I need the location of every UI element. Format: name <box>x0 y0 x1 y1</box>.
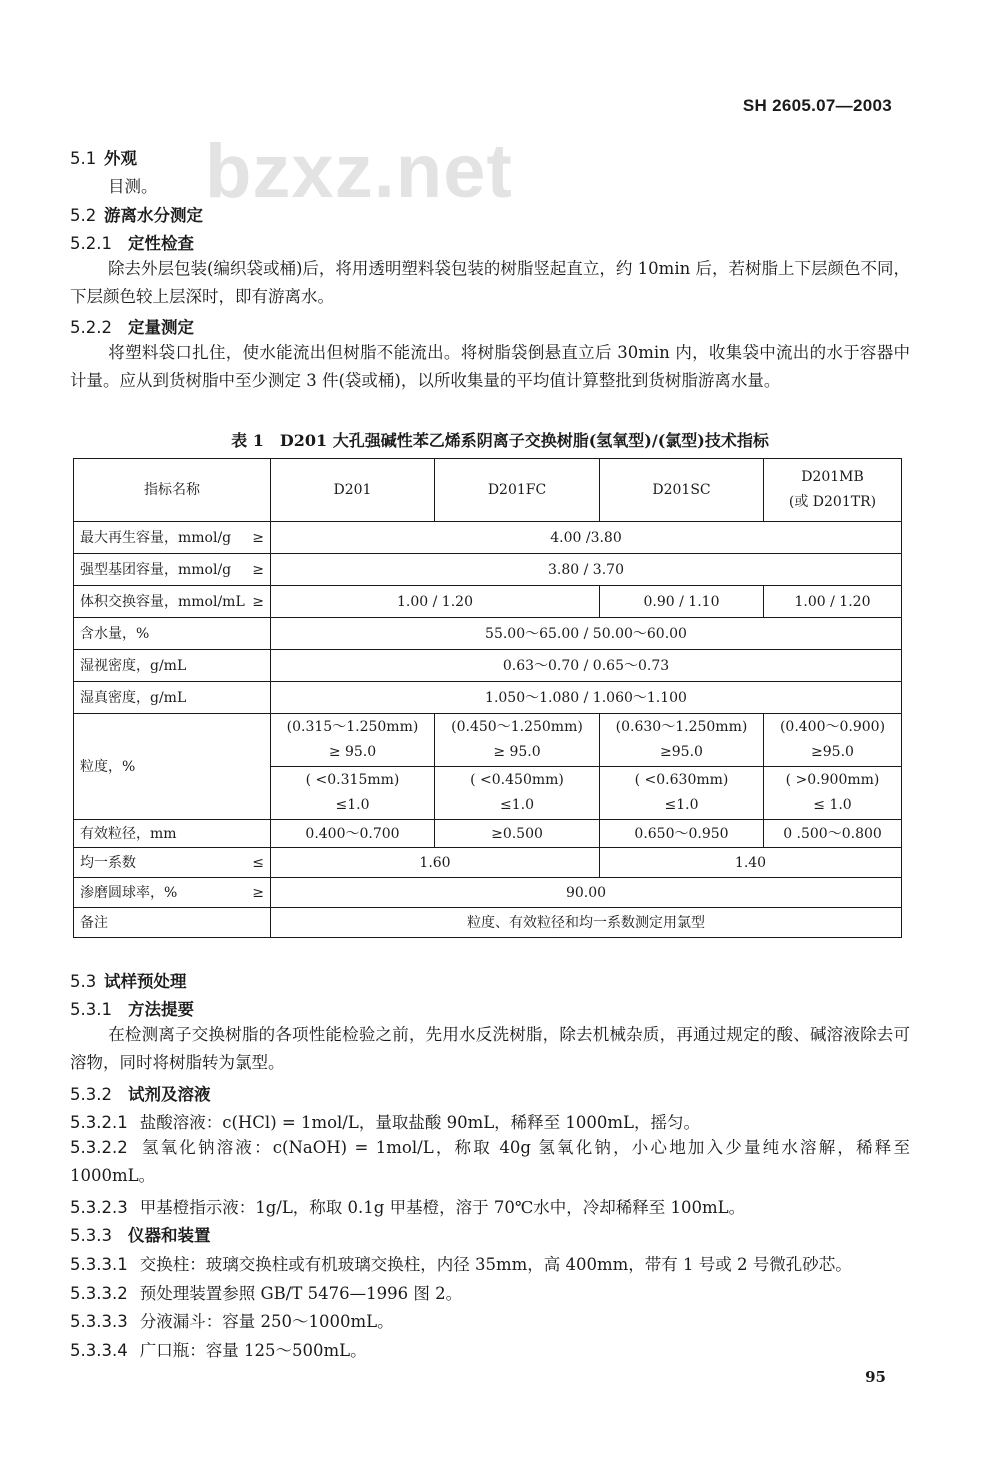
table-cell: 90.00 <box>271 878 902 908</box>
table-cell: ( <0.450mm) ≤1.0 <box>435 767 600 820</box>
table-cell: 4.00 /3.80 <box>271 522 902 554</box>
table-cell: 1.60 <box>271 848 600 878</box>
heading-5-1: 5.1 外观 <box>70 149 137 168</box>
paragraph-5-3-1: 在检测离子交换树脂的各项性能检验之前，先用水反洗树脂，除去机械杂质，再通过规定的酸、碱溶液除去可溶物，同时将树脂转为氯型。 <box>70 1025 910 1072</box>
heading-5-2-1: 5.2.1 定性检查 <box>70 234 194 253</box>
page-number: 95 <box>865 1368 886 1386</box>
table-row <box>74 820 902 848</box>
table-cell: ( <0.315mm) ≤1.0 <box>271 767 435 820</box>
heading-5-2-2: 5.2.2 定量测定 <box>70 318 194 337</box>
table-cell: 0.400～0.700 <box>271 820 435 848</box>
table-cell: 0.650～0.950 <box>600 820 764 848</box>
table-cell: 1.00 / 1.20 <box>764 586 902 618</box>
heading-5-3: 5.3 试样预处理 <box>70 972 187 991</box>
row-label: 最大再生容量，mmol/g ≥ <box>74 522 271 554</box>
table-cell: 0.63～0.70 / 0.65～0.73 <box>271 650 902 682</box>
table-title: 表 1 D201 大孔强碱性苯乙烯系阴离子交换树脂(氢氧型)/(氯型)技术指标 <box>231 431 769 450</box>
heading-5-3-1: 5.3.1 方法提要 <box>70 1000 194 1019</box>
row-label: 湿真密度，g/mL <box>74 682 271 714</box>
table-cell: ≥0.500 <box>435 820 600 848</box>
table-cell: 1.40 <box>600 848 902 878</box>
spec-table <box>73 458 902 938</box>
heading-5-3-2: 5.3.2 试剂及溶液 <box>70 1085 211 1104</box>
table-cell: (0.400～0.900) ≥95.0 <box>764 714 902 767</box>
row-label: 备注 <box>74 908 271 938</box>
table-row <box>74 650 902 682</box>
header-cell: D201MB (或 D201TR) <box>764 459 902 522</box>
row-label: 有效粒径，mm <box>74 820 271 848</box>
header-cell: D201FC <box>435 459 600 522</box>
table-cell: (0.450～1.250mm) ≥ 95.0 <box>435 714 600 767</box>
table-row <box>74 586 902 618</box>
table-row <box>74 908 902 938</box>
item-5-3-3-4: 5.3.3.4 广口瓶：容量 125～500mL。 <box>70 1341 367 1360</box>
item-5-3-2-2: 5.3.2.2 氢氧化钠溶液：c(NaOH) = 1mol/L，称取 40g 氢氧化钠，小心地加入少量纯水溶解，稀释至 1000mL。 <box>70 1138 910 1185</box>
table-cell: 3.80 / 3.70 <box>271 554 902 586</box>
table-cell: (0.315～1.250mm) ≥ 95.0 <box>271 714 435 767</box>
table-cell: 0.90 / 1.10 <box>600 586 764 618</box>
item-5-3-3-1: 5.3.3.1 交换柱：玻璃交换柱或有机玻璃交换柱，内径 35mm，高 400mm，带有 1 号或 2 号微孔砂芯。 <box>70 1255 852 1274</box>
table-cell: ( >0.900mm) ≤ 1.0 <box>764 767 902 820</box>
table-row <box>74 618 902 650</box>
item-5-3-3-2: 5.3.3.2 预处理装置参照 GB/T 5476—1996 图 2。 <box>70 1284 463 1303</box>
table-row <box>74 714 902 767</box>
table-row <box>74 848 902 878</box>
table-cell: 0 .500～0.800 <box>764 820 902 848</box>
row-label: 含水量，% <box>74 618 271 650</box>
table-cell: 粒度、有效粒径和均一系数测定用氯型 <box>271 908 902 938</box>
header-cell: D201 <box>271 459 435 522</box>
row-label: 强型基团容量，mmol/g ≥ <box>74 554 271 586</box>
table-row <box>74 682 902 714</box>
paragraph-5-2-1: 除去外层包装(编织袋或桶)后，将用透明塑料袋包装的树脂竖起直立，约 10min 后，若树脂上下层颜色不同，下层颜色较上层深时，即有游离水。 <box>70 259 910 306</box>
table-cell: 55.00～65.00 / 50.00～60.00 <box>271 618 902 650</box>
text-5-1: 目测。 <box>108 177 158 196</box>
paragraph-5-2-2: 将塑料袋口扎住，使水能流出但树脂不能流出。将树脂袋倒悬直立后 30min 内，收集袋中流出的水于容器中计量。应从到货树脂中至少测定 3 件(袋或桶)，以所收集量的平均值计算整批到货树脂游离水量。 <box>70 343 910 390</box>
row-label: 粒度，% <box>74 714 271 820</box>
header-cell: D201SC <box>600 459 764 522</box>
watermark: bzxz.net <box>205 129 513 214</box>
table-cell: 1.050～1.080 / 1.060～1.100 <box>271 682 902 714</box>
header-cell: 指标名称 <box>74 459 271 522</box>
table-row <box>74 554 902 586</box>
item-5-3-3-3: 5.3.3.3 分液漏斗：容量 250～1000mL。 <box>70 1312 394 1331</box>
table-cell: (0.630～1.250mm) ≥95.0 <box>600 714 764 767</box>
table-cell: 1.00 / 1.20 <box>271 586 600 618</box>
table-cell: ( <0.630mm) ≤1.0 <box>600 767 764 820</box>
item-5-3-2-3: 5.3.2.3 甲基橙指示液：1g/L，称取 0.1g 甲基橙，溶于 70℃水中，冷却稀释至 100mL。 <box>70 1198 746 1217</box>
table-header-row <box>74 459 902 522</box>
table-row <box>74 878 902 908</box>
standard-number: SH 2605.07—2003 <box>742 96 892 115</box>
row-label: 渗磨圆球率，% ≥ <box>74 878 271 908</box>
row-label: 湿视密度，g/mL <box>74 650 271 682</box>
row-label: 均一系数 ≤ <box>74 848 271 878</box>
heading-5-2: 5.2 游离水分测定 <box>70 206 203 225</box>
item-5-3-2-1: 5.3.2.1 盐酸溶液：c(HCl) = 1mol/L，量取盐酸 90mL，稀释至 1000mL，摇匀。 <box>70 1113 701 1132</box>
table-row <box>74 522 902 554</box>
heading-5-3-3: 5.3.3 仪器和装置 <box>70 1226 211 1245</box>
row-label: 体积交换容量，mmol/mL ≥ <box>74 586 271 618</box>
